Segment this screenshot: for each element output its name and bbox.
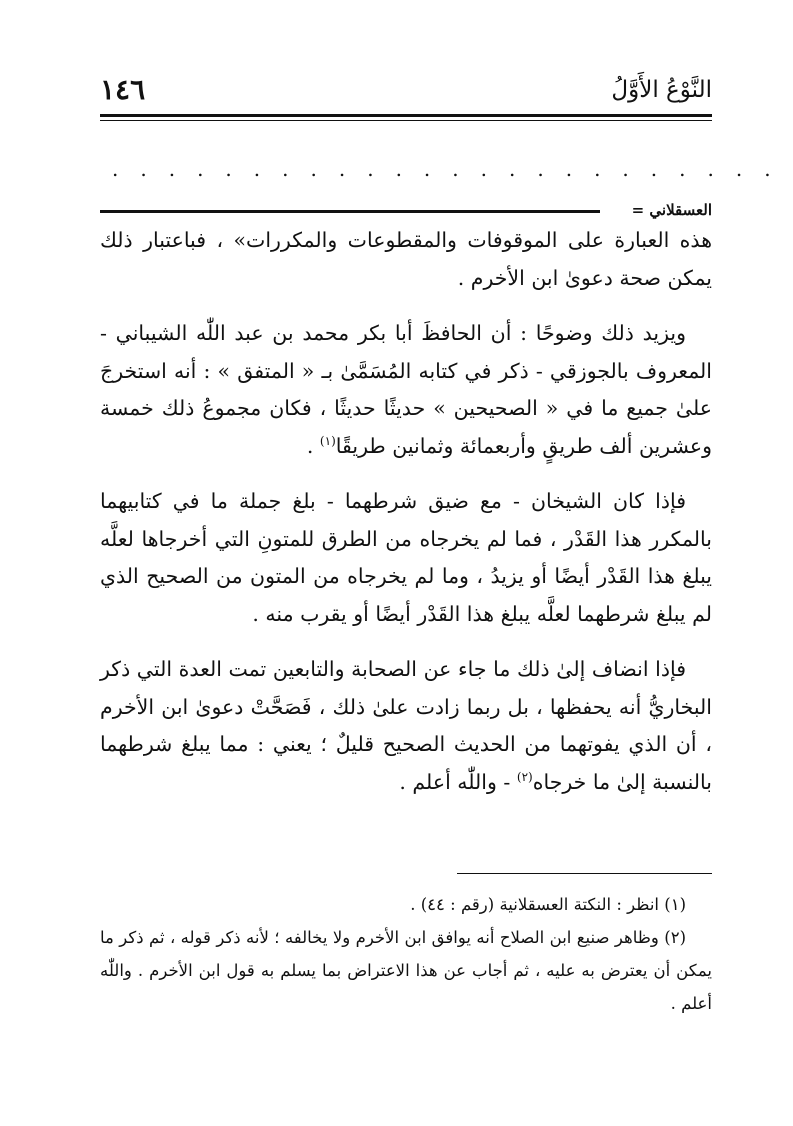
paragraph-tail: . (306, 433, 320, 458)
paragraph-text: ويزيد ذلك وضوحًا : أن الحافظَ أبا بكر محمد بن عبد اللّٰه الشيباني - المعروف بالجوزقي - ذكر في كتابه المُسَمَّىٰ بـ « المتفق » : أنه استخرجَ علىٰ جميع ما في « الصحيحين » حديثًا حديثًا ، فكان مجموعُ ذلك خمسة وعشرين ألف طريقٍ وأربعمائة وثمانين طريقًا (100, 321, 712, 458)
continuation-label: العسقلاني = (631, 201, 712, 219)
footnote: (٢) وظاهر صنيع ابن الصلاح أنه يوافق ابن الأخرم ولا يخالفه ؛ لأنه ذكر قوله ، ثم ذكر ما يمكن أن يعترض به عليه ، ثم أجاب عن هذا الاعتراض بما يسلم به قول ابن الأخرم . واللّٰه أعلم . (100, 928, 712, 1013)
paragraph (100, 315, 712, 465)
footnotes (100, 888, 712, 1020)
page-number: ١٤٦ (100, 73, 146, 106)
paragraph (100, 222, 712, 297)
page-header (100, 68, 712, 108)
paragraph-text: فإذا كان الشيخان - مع ضيق شرطهما - بلغ جملة ما في كتابيهما بالمكرر هذا القَدْر ، فما لم يخرجاه من الطرق للمتونِ التي أخرجاها لعلَّه يبلغ هذا القَدْر أيضًا أو يزيدُ ، وما لم يخرجاه من المتون من الصحيح الذي لم يبلغ شرطهما لعلَّه يبلغ هذا القَدْر أيضًا أو يقرب منه . (100, 489, 712, 626)
running-title: النَّوْعُ الأَوَّلُ (611, 77, 712, 103)
paragraph (100, 483, 712, 633)
paragraph-tail: - واللّٰه أعلم . (399, 769, 517, 794)
footnote-rule (457, 873, 712, 874)
dotted-separator: ........................ (112, 157, 793, 181)
paragraph-text: هذه العبارة على الموقوفات والمقطوعات والمكررات» ، فباعتبار ذلك يمكن صحة دعوىٰ ابن الأخرم . (100, 228, 712, 290)
paragraph (100, 651, 712, 801)
paragraph-text: فإذا انضاف إلىٰ ذلك ما جاء عن الصحابة والتابعين تمت العدة التي ذكر البخاريُّ أنه يحفظها ، بل ربما زادت علىٰ ذلك ، فَصَحَّتْ دعوىٰ ابن الأخرم ، أن الذي يفوتهما من الحديث الصحيح قليلٌ ؛ يعني : مما يبلغ شرطهما بالنسبة إلىٰ ما خرجاه (100, 657, 712, 794)
footnote-ref[interactable]: (١) (319, 433, 336, 448)
header-rule-thin (100, 120, 712, 121)
main-text (100, 222, 712, 819)
continuation-rule (100, 210, 600, 213)
footnote-ref[interactable]: (٢) (516, 769, 533, 784)
header-rule-thick (100, 114, 712, 117)
footnote: (١) انظر : النكتة العسقلانية (رقم : ٤٤) . (410, 895, 686, 914)
